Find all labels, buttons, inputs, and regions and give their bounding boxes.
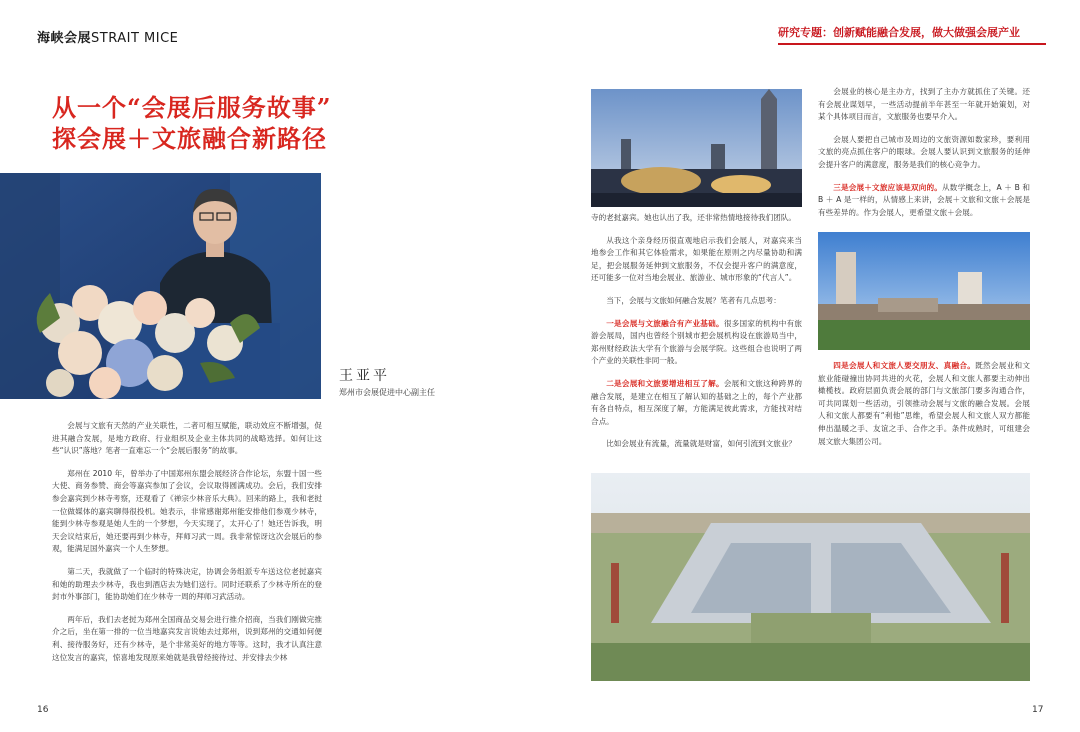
paragraph: 会展人要把自己城市及周边的文旅资源如数家珍，要利用文旅的亮点抓住客户的眼球。会展人要认识到文旅服务的延伸会提升客户的满意度，服务是我们的核心竞争力。	[818, 134, 1030, 169]
point-heading: 三是会展＋文旅应该是双向的。	[833, 182, 943, 192]
paragraph	[591, 378, 802, 428]
article-title-line1: 从一个“会展后服务故事”	[52, 93, 332, 122]
article-column-2	[591, 212, 802, 451]
page-number-right: 17	[1032, 705, 1044, 715]
article-column-3-top	[818, 86, 1030, 219]
point-text: 既然会展业和文旅业能碰撞出协同共进的火花，会展人和文旅人都要主动伸出橄榄枝。政府层面负责会展的部门与文旅部门要多沟通合作，可共同谋划一些活动，引领推动会展与文旅的融合发展。会展人和文旅人都要有“利他”思维，希望会展人和文旅人双方都能伸出温暖之手、友谊之手、合作之手。条件成熟时，可组建会展文旅大集团公司。	[818, 361, 1031, 446]
author-name: 王亚平	[339, 368, 390, 384]
city-skyline-photo	[818, 232, 1030, 350]
point-heading: 四是会展人和文旅人要交朋友、真融合。	[833, 361, 976, 370]
paragraph	[818, 360, 1030, 448]
paragraph: 寺的老挝嘉宾。她也认出了我，还非常热情地接待我们团队。	[591, 213, 797, 222]
paragraph: 从我这个亲身经历很直观地启示我们会展人，对嘉宾来当地参会工作和其它体验需求，如果能在原则之内尽量协助和满足，把会展服务延伸到文旅服务，不仅会提升客户的满意度，还可能多一位对当地会展业、旅游业、城市形象的“代言人”。	[591, 235, 802, 283]
page-number-left: 16	[37, 705, 49, 715]
paragraph	[591, 318, 802, 368]
paragraph: 两年后，我们去老挝为郑州全国商品交易会进行推介招商，当我们刚做完推介之后，坐在第一排的一位当地嘉宾发言说她去过郑州，说到郑州的交通如何便利、接待服务好，还有少林寺，是个非常美好的地方等等。这时，我才认真注意这位发言的嘉宾，惊喜地发现原来她就是我曾经接待过、并安排去少林	[52, 614, 322, 662]
paragraph: 第二天，我就做了一个临时的特殊决定，协调会务组派专车送这位老挝嘉宾和她的助理去少林寺，我也到酒店去为她们送行。同时还联系了少林寺所在的登封市外事部门，能协助她们在少林寺一周的拜师习武活动。	[52, 566, 322, 602]
point-text: 会展和文旅这种跨界的融合发展，是建立在相互了解认知的基础之上的，每个产业都有各自特点，相互深度了解，方能满足彼此需求，方能找对结合点。	[591, 378, 803, 426]
brand-en: STRAIT MICE	[91, 31, 179, 46]
point-heading: 一是会展与文旅融合有产业基础。	[606, 318, 724, 328]
author-role: 郑州市会展促进中心副主任	[339, 388, 435, 397]
paragraph: 比如会展业有流量，流量就是财富，如何引流到文旅业？	[606, 439, 797, 449]
point-text: 从数学概念上，A ＋ B 和 B ＋ A 是一样的，从情感上来讲，会展＋文旅和文旅＋会展是有些差异的。作为会展人，更希望文旅＋会展。	[818, 182, 1030, 217]
point-text: 很多国家的机构中有旅游会展局，国内也曾经个别城市把会展机构设在旅游局当中，郑州财经政法大学有个旅游与会展学院。这些组合也说明了两个产业的关联性非同一般。	[591, 318, 803, 366]
speaker-photo	[0, 173, 321, 399]
brand-cn: 海峡会展	[37, 31, 92, 46]
magazine-brand	[37, 27, 178, 46]
expo-center-aerial-rendering	[591, 473, 1030, 681]
topic-banner: 研究专题：创新赋能融合发展，做大做强会展产业	[778, 24, 1046, 45]
paragraph: 郑州在 2010 年，曾举办了中国郑州东盟会展经济合作论坛，东盟十国一些大使、商务参赞、商会等嘉宾参加了会议，会议取得圆满成功。会后，我们安排参会嘉宾到少林寺考察，还观看了《禅宗少林音乐大典》。回来的路上，我和老挝一位做媒体的嘉宾聊得很投机。她表示，非常感谢郑州能安排他们参观少林寺，能到少林寺参观是她人生的一个梦想，今天实现了，太开心了！她还告诉我，明天会议结束后，她还要再到少林寺，拜师习武一周。我非常惊讶这次会展后的参观，能满足国外嘉宾一个人生梦想。	[52, 468, 322, 554]
paragraph	[818, 182, 1030, 220]
article-title-line2: 探会展＋文旅融合新路径	[52, 124, 327, 153]
paragraph: 会展业的核心是主办方，找到了主办方就抓住了关键。还有会展业谋划早，一些活动提前半年甚至一年就开始策划，对某个具体项目而言，文旅服务也要早介入。	[818, 87, 1030, 122]
article-column-1	[52, 420, 322, 664]
paragraph: 当下，会展与文旅如何融合发展？笔者有几点思考：	[606, 295, 781, 305]
point-heading: 二是会展和文旅要增进相互了解。	[606, 378, 724, 388]
article-column-3-bottom	[818, 360, 1030, 448]
city-night-photo	[591, 89, 802, 207]
paragraph: 会展与文旅有天然的产业关联性，二者可相互赋能，联动效应不断增强，促进其融合发展，是地方政府、行业组织及企业主体共同的战略选择。如何让这些“认识”落地？笔者一直难忘一个“会展后服务”的故事。	[52, 421, 322, 456]
